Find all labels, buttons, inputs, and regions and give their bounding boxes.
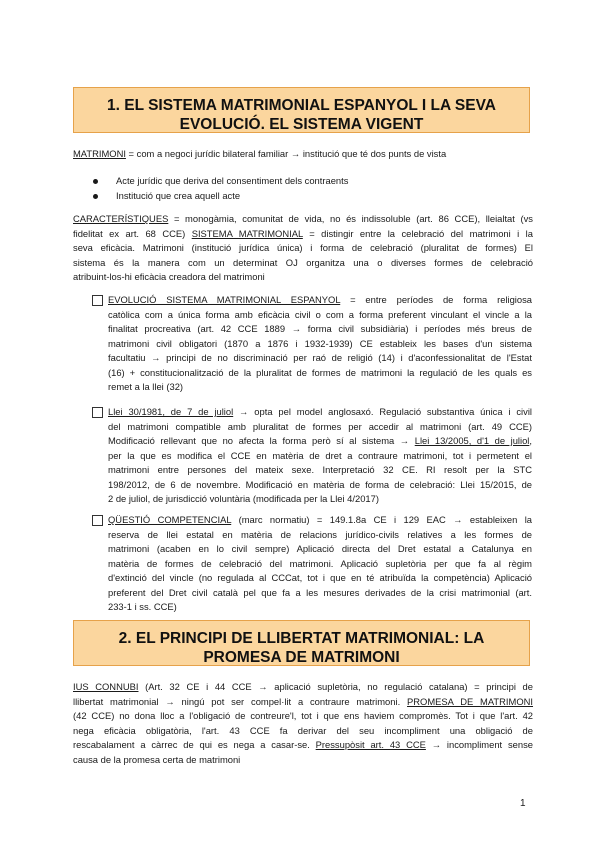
checkbox[interactable]	[92, 295, 103, 306]
bullet-list	[93, 174, 533, 203]
text-line: = monogàmia, comunitat de vida, no és indissoluble (art. 86 CCE), lleialtat (vs	[168, 213, 533, 224]
caracteristiques-paragraph	[73, 212, 533, 285]
text-line: matrimoni entre persones del mateix sexe. Interpretació 32 CE. RI resolt per la STC	[108, 464, 532, 475]
text-line: matrimoni civil obligatori (1870 a 1876 i 1932-1939) CE estableix les bases d'un sistema	[108, 337, 532, 349]
list-item-text: Institució que crea aquell acte	[116, 189, 241, 201]
matrimoni-paragraph	[73, 147, 533, 162]
evolucio-paragraph	[108, 293, 532, 395]
sistema-matrimonial-term: SISTEMA MATRIMONIAL	[191, 227, 303, 239]
llei-checklist-item	[92, 405, 532, 507]
checkbox[interactable]	[92, 515, 103, 526]
text-line: 198/2012, de 6 de novembre. Modificació en matèria de forma de celebració: Llei 15/2015, de	[108, 478, 532, 490]
page-number: 1	[520, 798, 526, 809]
llei-13-2005-term: Llei 13/2005, d'1 de juliol	[414, 435, 530, 446]
text-line: = entre períodes de forma religiosa	[340, 294, 532, 305]
section-2-heading	[73, 620, 530, 666]
text-line: → incompliment sense	[425, 739, 533, 750]
text-line: remet a la llei (32)	[108, 381, 184, 392]
text-line: per la que es modifica el CCE en matèria de dret a contraure matrimoni, tot i permetent el	[108, 449, 532, 461]
text-line: fidelitat ex art. 68 CCE)	[73, 227, 192, 239]
evolucio-checklist-item	[92, 293, 532, 395]
section-2-title-line1: 2. EL PRINCIPI DE LLIBERTAT MATRIMONIAL: LA	[118, 630, 485, 647]
text-line: catòlica com a única forma amb eficàcia civil o com a forma preferent vinculant el vincle a la	[108, 308, 532, 320]
text-line: sistema és la manera com un determinat OJ organitza una o diverses formes de celebració	[73, 256, 533, 268]
text-line: → opta pel model anglosaxó. Regulació substantiva única i civil	[233, 406, 532, 417]
pressuposit-term: Pressupòsit art. 43 CCE	[315, 739, 426, 750]
list-item	[93, 174, 533, 189]
evolucio-term: EVOLUCIÓ SISTEMA MATRIMONIAL ESPANYOL	[108, 294, 341, 305]
text-line: preferent del Dret civil català pel que fa a les mesures derivades de la crisi matrimonial (art.	[108, 586, 532, 598]
text-line: ,	[529, 435, 532, 446]
matrimoni-text: = com a negoci jurídic bilateral familiar → institució que té dos punts de vista	[125, 148, 447, 159]
section-1-heading	[73, 87, 530, 133]
text-line: atribuint-los-hi eficàcia creadora del matrimoni	[73, 271, 265, 282]
text-line: 233-1 i ss. CCE)	[108, 601, 177, 612]
promesa-term: PROMESA DE MATRIMONI	[407, 695, 534, 707]
llei-30-1981-term: Llei 30/1981, de 7 de juliol	[108, 406, 234, 417]
text-line: Modificació rellevant que no afecta la forma però sí al sistema →	[108, 435, 415, 446]
text-line: matèria de formes de celebració del matrimoni. Aplicació supletòria per que fa al règim	[108, 557, 532, 569]
questio-checklist-item	[92, 513, 532, 615]
ius-connubi-term: IUS CONNUBI	[73, 681, 139, 692]
text-line: causa de la promesa certa de matrimoni	[73, 753, 241, 765]
bullet-icon	[93, 194, 98, 199]
caracteristiques-term: CARACTERÍSTIQUES	[73, 213, 169, 224]
llei-paragraph	[108, 405, 532, 507]
list-item-text: Acte jurídic que deriva del consentiment dels contraents	[116, 175, 349, 186]
text-line: matrimoni (acaben en lo civil sempre) Aplicació directa del Dret estatal a Catalunya en	[108, 543, 532, 554]
text-line: llibertat matrimonial → ningú pot ser compel·lit a contraure matrimoni.	[73, 695, 408, 707]
section-1-title-line1: 1. EL SISTEMA MATRIMONIAL ESPANYOL I LA SEVA	[107, 97, 496, 114]
section-2-title-line2: PROMESA DE MATRIMONI	[203, 649, 400, 666]
section-1-title-line2: EVOLUCIÓ. EL SISTEMA VIGENT	[179, 116, 424, 133]
text-line: facultatiu → principi de no discriminació per raó de religió (14) i d'aconfessionalitat de l'Estat	[108, 352, 532, 363]
text-line: d'extinció del vincle (no regulada al CCCat, tot i que en té atribuïda la competència) Aplicació	[108, 572, 532, 583]
text-line: (marc normatiu) = 149.1.8a CE i 129 EAC → estableixen la	[231, 514, 533, 525]
bullet-icon	[93, 179, 98, 184]
questio-term: QÜESTIÓ COMPETENCIAL	[108, 514, 232, 525]
text-line: (42 CCE) no dona lloc a l'obligació de contreure'l, tot i que ens haviem compromès. Tot i que l'art. 42	[73, 710, 533, 721]
questio-paragraph	[108, 513, 532, 615]
text-line: rescabalament a càrrec de qui es nega a casar-se.	[73, 739, 316, 750]
text-line: seva eficàcia. Matrimoni (institució jurídica única) i forma de celebració (pluralitat de formes) El	[73, 242, 533, 253]
text-line: finalitat procreativa (art. 42 CCE 1889 → forma civil subsidiària) i períodes més breus de	[108, 323, 532, 334]
matrimoni-term: MATRIMONI	[73, 148, 126, 159]
list-item	[93, 189, 533, 204]
text-line: reserva de llei estatal en matèria de relacions jurídico-civils relatives a les formes de	[108, 528, 532, 540]
text-line: nega eficàcia obligatòria, l'art. 43 CCE fa derivar del seu incompliment una obligació de	[73, 724, 533, 736]
text-line: (Art. 32 CE i 44 CCE → aplicació supletòria, no regulació catalana) = principi de	[138, 681, 533, 692]
checkbox[interactable]	[92, 407, 103, 418]
text-line: 2 de juliol, de jurisdicció voluntària (modificada per la Llei 4/2017)	[108, 493, 379, 504]
text-line: (16) + constitucionalització de la pluralitat de formes de matrimoni la regulació de les quals es	[108, 366, 532, 378]
text-line: = distingir entre la celebració del matrimoni i la	[302, 227, 533, 239]
ius-connubi-paragraph	[73, 680, 533, 767]
text-line: del matrimoni compatible amb pluralitat de formes per accedir al matrimoni (art. 49 CCE)	[108, 420, 532, 432]
